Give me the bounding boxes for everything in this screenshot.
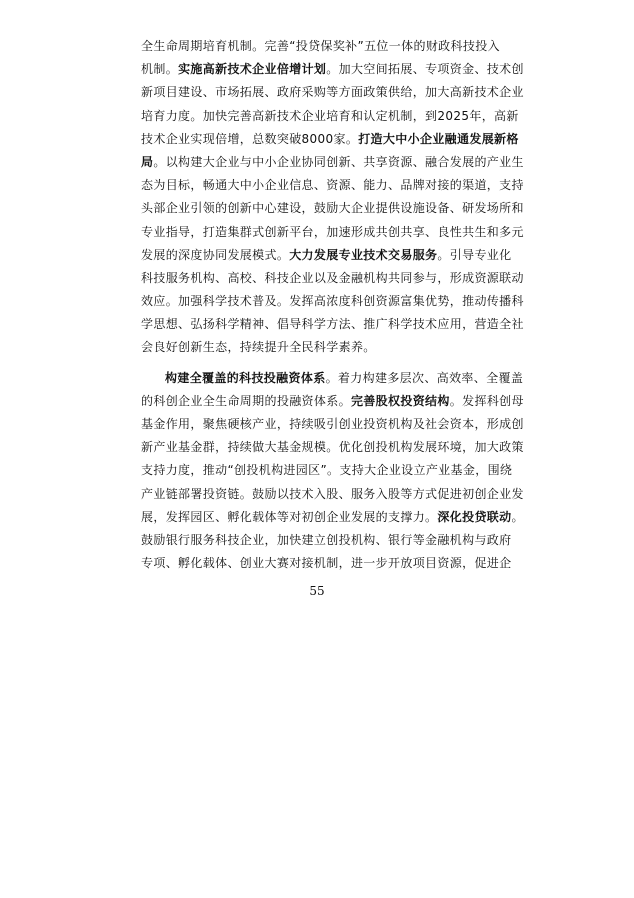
text-line (141, 58, 524, 81)
text-line (141, 151, 524, 174)
paragraph-tech-enterprise-cultivation (141, 35, 524, 360)
text-segment: 产业链部署投资链。鼓励以技术入股、服务入股等方式促进初创企业发 (141, 486, 524, 501)
text-line (141, 413, 524, 436)
text-segment: 效应。加强科学技术普及。发挥高浓度科创资源富集优势，推动传播科 (141, 294, 524, 309)
text-segment: 。着力构建多层次、高效率、全覆盖 (325, 370, 524, 385)
text-segment: 技术企业实现倍增，总数突破8000家。 (141, 131, 359, 146)
text-segment: 。以构建大企业与中小企业协同创新、共享资源、融合发展的产业生 (153, 154, 524, 169)
bold-heading-text: 大力发展专业技术交易服务 (289, 247, 438, 262)
bold-heading-text: 局 (141, 154, 154, 169)
text-segment: 鼓励银行服务科技企业，加快建立创投机构、银行等金融机构与政府 (141, 532, 512, 547)
text-segment: 发展的深度协同发展模式。 (141, 247, 290, 262)
text-segment: 培育力度。加快完善高新技术企业培育和认定机制，到2025年，高新 (141, 108, 519, 123)
text-line (141, 459, 513, 482)
text-line (141, 244, 512, 267)
text-segment: 。加大空间拓展、专项资金、技术创 (326, 62, 524, 77)
text-segment: 展，发挥园区、孵化载体等对初创企业发展的支撑力。 (141, 509, 438, 524)
text-line (141, 35, 500, 58)
text-segment: 机制。 (141, 62, 179, 77)
text-line (141, 267, 524, 290)
text-line (141, 128, 519, 151)
bold-heading-text: 深化投贷联动 (437, 509, 512, 524)
text-segment: 会良好创新生态，持续提升全民科学素养。 (141, 340, 376, 355)
text-line (141, 436, 524, 459)
text-segment: 的科创企业全生命周期的投融资体系。 (141, 393, 351, 408)
text-segment: 。 (511, 509, 524, 524)
text-line (141, 174, 524, 197)
bold-heading-text: 打造大中小企业融通发展新格 (358, 131, 519, 146)
text-line (141, 529, 512, 552)
text-segment: 专项、孵化载体、创业大赛对接机制，进一步开放项目资源，促进企 (141, 556, 512, 571)
text-segment: 头部企业引领的创新中心建设，鼓励大企业提供设施设备、研发场所和 (141, 201, 524, 216)
text-segment: 新项目建设、市场拓展、政府采购等方面政策供给，加大高新技术企业 (141, 85, 524, 100)
text-segment: 支持力度，推动“创投机构进园区”。支持大企业设立产业基金，围绕 (141, 463, 513, 478)
text-segment: 基金作用，聚焦硬核产业，持续吸引创业投资机构及社会资本，形成创 (141, 417, 524, 431)
paragraph-tech-financing-system (141, 367, 524, 576)
text-segment: 。发挥科创母 (449, 393, 524, 408)
text-line (141, 221, 524, 244)
text-line (141, 552, 512, 575)
body-text (141, 35, 524, 575)
text-segment: 。引导专业化 (437, 247, 512, 262)
text-line (141, 105, 519, 128)
text-line (141, 390, 524, 413)
text-segment: 专业指导，打造集群式创新平台，加速形成共创共享、良性共生和多元 (141, 224, 524, 239)
text-line (141, 197, 524, 220)
text-segment: 新产业基金群，持续做大基金规模。优化创投机构发展环境，加大政策 (141, 440, 524, 455)
text-line (141, 81, 524, 104)
page-number: 55 (309, 584, 325, 598)
bold-heading-text: 完善股权投资结构 (350, 393, 450, 408)
text-segment: 科技服务机构、高校、科技企业以及金融机构共同参与，形成资源联动 (141, 270, 524, 285)
text-segment: 态为目标，畅通大中小企业信息、资源、能力、品牌对接的渠道，支持 (141, 178, 524, 193)
text-line (141, 483, 524, 506)
text-line (141, 313, 524, 336)
text-line (141, 336, 493, 359)
text-line (141, 367, 524, 390)
text-line (141, 290, 524, 313)
bold-heading-text: 构建全覆盖的科技投融资体系 (165, 370, 326, 385)
text-line (141, 506, 524, 529)
text-segment: 全生命周期培育机制。完善“投贷保奖补”五位一体的财政科技投入 (141, 39, 500, 53)
text-segment: 学思想、弘扬科学精神、倡导科学方法、推广科学技术应用，营造全社 (141, 317, 524, 332)
bold-heading-text: 实施高新技术企业倍增计划 (178, 62, 327, 77)
